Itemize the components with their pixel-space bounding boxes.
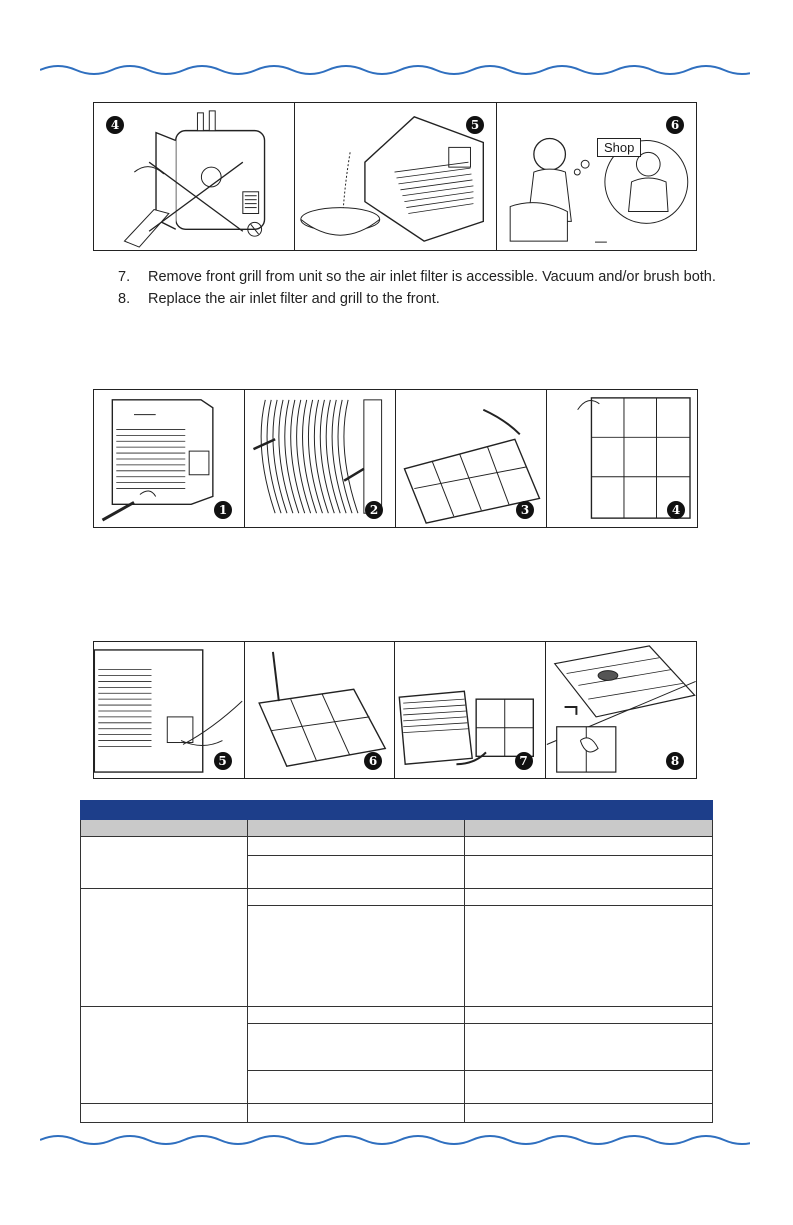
step-number: 7. — [118, 269, 131, 285]
figure-top-badge-4: 4 — [106, 116, 124, 134]
instruction-step — [118, 266, 716, 288]
figure-bottom-panel-5 — [94, 642, 245, 778]
table-header-row — [81, 820, 713, 837]
table-cell — [81, 1007, 248, 1104]
table-cell — [465, 1024, 713, 1071]
table-cell — [248, 889, 465, 906]
step-text: Replace the air inlet filter and grill to the front. — [148, 291, 440, 307]
table-row — [81, 889, 713, 906]
shop-sign: Shop — [597, 138, 641, 157]
table-cell — [248, 1071, 465, 1104]
instruction-step — [118, 288, 716, 310]
figure-bottom-badge-7: 7 — [515, 752, 533, 770]
table-row — [81, 837, 713, 856]
figure-bottom-badge-8: 8 — [666, 752, 684, 770]
figure-middle-panel-2 — [245, 390, 396, 527]
table-cell — [465, 1071, 713, 1104]
table-cell — [248, 837, 465, 856]
figure-top-strip — [93, 102, 697, 251]
step-number: 8. — [118, 291, 131, 307]
unit-no-water-illustration — [94, 103, 294, 250]
figure-bottom-badge-6: 6 — [364, 752, 382, 770]
figure-top-badge-6: 6 — [666, 116, 684, 134]
bottom-wave-divider — [40, 1132, 750, 1148]
table-cell — [465, 856, 713, 889]
table-cell — [248, 1007, 465, 1024]
figure-middle-badge-2: 2 — [365, 501, 383, 519]
figure-top-badge-5: 5 — [466, 116, 484, 134]
figure-bottom-strip — [93, 641, 697, 779]
table-cell — [248, 856, 465, 889]
troubleshooting-table — [80, 800, 713, 1123]
table-cell — [248, 1024, 465, 1071]
figure-middle-strip — [93, 389, 698, 528]
table-header-cell — [81, 820, 248, 837]
figure-middle-badge-3: 3 — [516, 501, 534, 519]
table-row — [81, 1104, 713, 1123]
table-cell — [81, 1104, 248, 1123]
figure-top-panel-4 — [94, 103, 295, 250]
table-header-cell — [248, 820, 465, 837]
table-cell — [81, 889, 248, 1007]
figure-bottom-badge-5: 5 — [214, 752, 232, 770]
figure-top-panel-6 — [497, 103, 696, 250]
table-cell — [248, 1104, 465, 1123]
table-cell — [465, 1007, 713, 1024]
table-cell — [465, 1104, 713, 1123]
table-cell — [81, 837, 248, 889]
table-cell — [465, 906, 713, 1007]
figure-middle-badge-1: 1 — [214, 501, 232, 519]
top-wave-divider — [40, 62, 750, 78]
table-row — [81, 1007, 713, 1024]
figure-top-panel-5 — [295, 103, 497, 250]
figure-middle-panel-1 — [94, 390, 245, 527]
step-text: Remove front grill from unit so the air inlet filter is accessible. Vacuum and/or brush both. — [148, 269, 716, 285]
figure-bottom-panel-7 — [395, 642, 546, 778]
figure-bottom-panel-6 — [245, 642, 396, 778]
figure-middle-badge-4: 4 — [667, 501, 685, 519]
table-title-row — [81, 801, 713, 820]
table-cell — [465, 889, 713, 906]
figure-bottom-panel-8 — [546, 642, 697, 778]
figure-middle-panel-3 — [396, 390, 547, 527]
instruction-steps — [118, 266, 716, 310]
table-cell — [248, 906, 465, 1007]
table-cell — [465, 837, 713, 856]
table-header-cell — [465, 820, 713, 837]
figure-middle-panel-4 — [547, 390, 697, 527]
table-title-bar — [81, 801, 713, 820]
